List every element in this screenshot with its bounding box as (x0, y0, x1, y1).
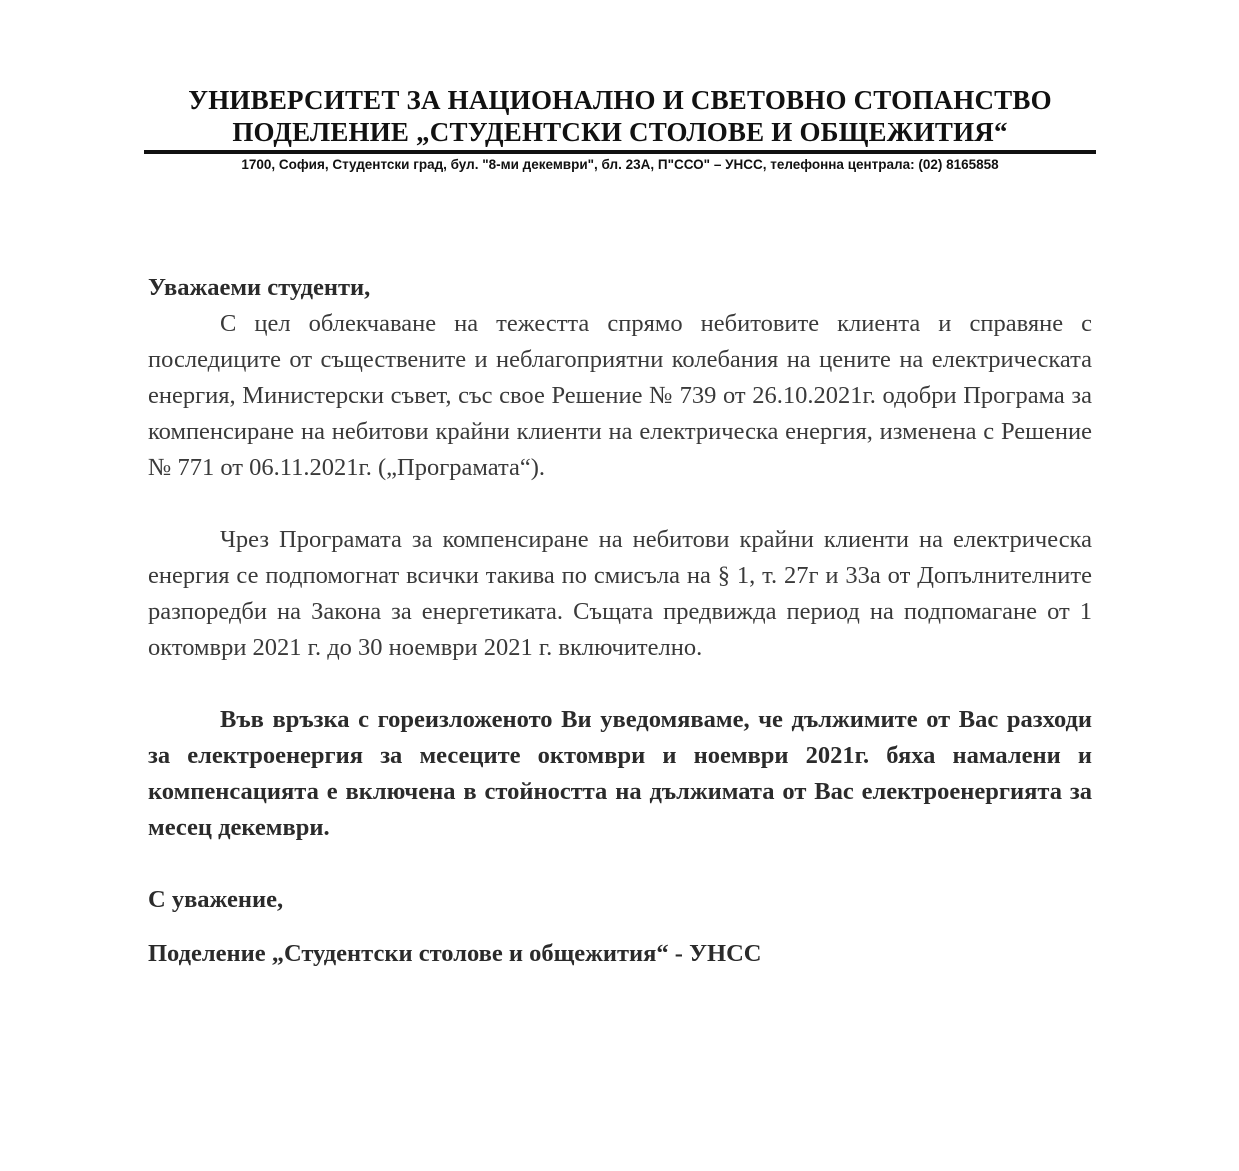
paragraph-spacer (148, 846, 1092, 882)
paragraph-program-scope: Чрез Програмата за компенсиране на небитови крайни клиенти на електрическа енергия се подпомогнат всички такива по смисъла на § 1, т. 27г и 33а от Допълнителните разпоредби на Закона за енергетиката. Същата предвижда период на подпомагане от 1 октомври 2021 г. до 30 ноември 2021 г. включително. (148, 526, 1092, 661)
closing-line: С уважение, (148, 886, 284, 913)
letter-body (148, 270, 1092, 972)
header-divider (144, 150, 1096, 154)
paragraph-program-decision: С цел облекчаване на тежестта спрямо небитовите клиента и справяне с последиците от съществените и неблагоприятни колебания на цените на електрическата енергия, Министерски съвет, със свое Решение № 739 от 26.10.2021г. одобри Програма за компенсиране на небитови крайни клиенти на електрическа енергия, изменена с Решение № 771 от 06.11.2021г. („Програмата“). (148, 310, 1092, 481)
paragraph-spacer (148, 486, 1092, 522)
signature-line: Поделение „Студентски столове и общежития“ - УНСС (148, 940, 762, 967)
letterhead (144, 84, 1096, 175)
paragraph-notice: Във връзка с гореизложеното Ви уведомяваме, че дължимите от Вас разходи за електроенергия за месеците октомври и ноември 2021г. бяха намалени и компенсацията е включена в стойността на дължимата от Вас електроенергията за месец декември. (148, 706, 1092, 841)
address-line: 1700, София, Студентски град, бул. "8-ми декември", бл. 23А, П"ССО" – УНСС, телефонна централа: (02) 8165858 (241, 157, 999, 172)
paragraph-spacer (148, 666, 1092, 702)
department-name: ПОДЕЛЕНИЕ „СТУДЕНТСКИ СТОЛОВЕ И ОБЩЕЖИТИЯ“ (232, 117, 1008, 147)
greeting: Уважаеми студенти, (148, 274, 371, 301)
university-name: УНИВЕРСИТЕТ ЗА НАЦИОНАЛНО И СВЕТОВНО СТОПАНСТВО (188, 85, 1052, 115)
